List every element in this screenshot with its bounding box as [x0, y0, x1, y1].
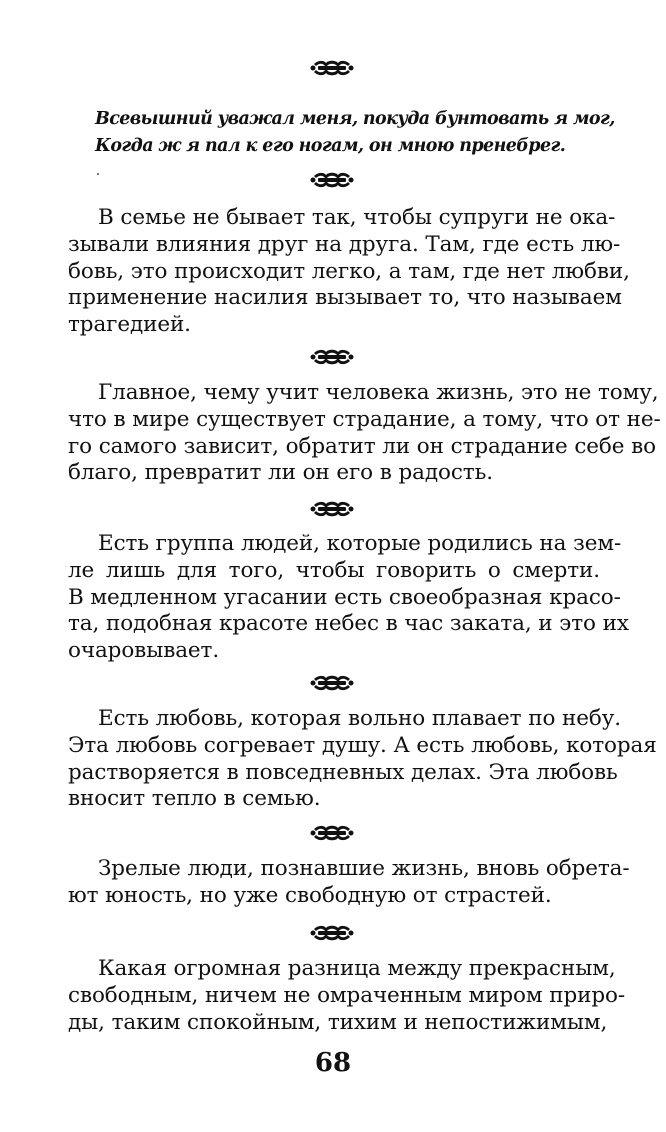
- ornament-divider-icon: [310, 822, 354, 844]
- paragraph-line: Зрелые люди, познавшие жизнь, вновь обрета-: [98, 856, 630, 881]
- paragraph-line: Какая огромная разница между прекрасным,: [98, 956, 616, 981]
- paragraph-line: растворяется в повседневных делах. Эта любовь: [68, 759, 618, 785]
- poem-line: Всевышний уважал меня, покуда бунтовать я мог,: [95, 109, 615, 129]
- paragraph-line: Эта любовь согревает душу. А есть любовь, которая: [68, 732, 657, 758]
- ornament-divider-icon: [310, 672, 354, 694]
- paragraph-line: трагедией.: [68, 312, 191, 338]
- paragraph-line: Есть группа людей, которые родились на зем-: [98, 531, 622, 556]
- paragraph-line: благо, превратит ли он его в радость.: [68, 460, 493, 486]
- poem-epigraph: [95, 106, 615, 160]
- paragraph-line: вносит тепло в семью.: [68, 786, 321, 812]
- ornament-divider-icon: [310, 346, 354, 368]
- ornament-divider-icon: [310, 922, 354, 944]
- paragraph-line: ды, таким спокойным, тихим и непостижимым,: [68, 1009, 608, 1035]
- ornament-divider-icon: [310, 169, 354, 191]
- paragraph-line: В медленном угасании есть своеобразная красо-: [68, 584, 621, 610]
- paragraph-line: ле лишь для того, чтобы говорить о смерти.: [68, 557, 600, 583]
- paragraph-line: зывали влияния друг на друга. Там, где есть лю-: [68, 231, 621, 257]
- paragraph-line: ют юность, но уже свободную от страстей.: [68, 882, 552, 908]
- paragraph: [68, 205, 630, 339]
- paragraph-line: бовь, это происходит легко, а там, где нет любви,: [68, 258, 630, 284]
- paragraph: [68, 706, 657, 813]
- poem-line: Когда ж я пал к его ногам, он мною пренебрег.: [95, 136, 566, 156]
- paragraph-line: очаровывает.: [68, 638, 220, 664]
- paragraph-line: В семье не бывает так, чтобы супруги не ока-: [98, 205, 616, 230]
- paragraph-line: что в мире существует страдание, а тому, что от не-: [68, 406, 661, 432]
- paragraph: [68, 856, 630, 910]
- paragraph: [68, 956, 626, 1036]
- paragraph-line: го самого зависит, обратит ли он страдание себе во: [68, 433, 656, 459]
- paragraph-line: та, подобная красоте небес в час заката, и это их: [68, 611, 629, 637]
- paragraph: [68, 531, 629, 665]
- page-number: 68: [314, 1048, 352, 1078]
- paragraph-line: Главное, чему учит человека жизнь, это не тому,: [98, 380, 659, 405]
- paragraph-line: свободным, ничем не омраченным миром приро-: [68, 982, 626, 1008]
- ornament-divider-icon: [310, 57, 354, 79]
- print-speck: [97, 173, 99, 175]
- ornament-divider-icon: [310, 498, 354, 520]
- paragraph-line: Есть любовь, которая вольно плавает по небу.: [98, 706, 622, 731]
- paragraph: [68, 380, 661, 487]
- paragraph-line: применение насилия вызывает то, что называем: [68, 285, 622, 311]
